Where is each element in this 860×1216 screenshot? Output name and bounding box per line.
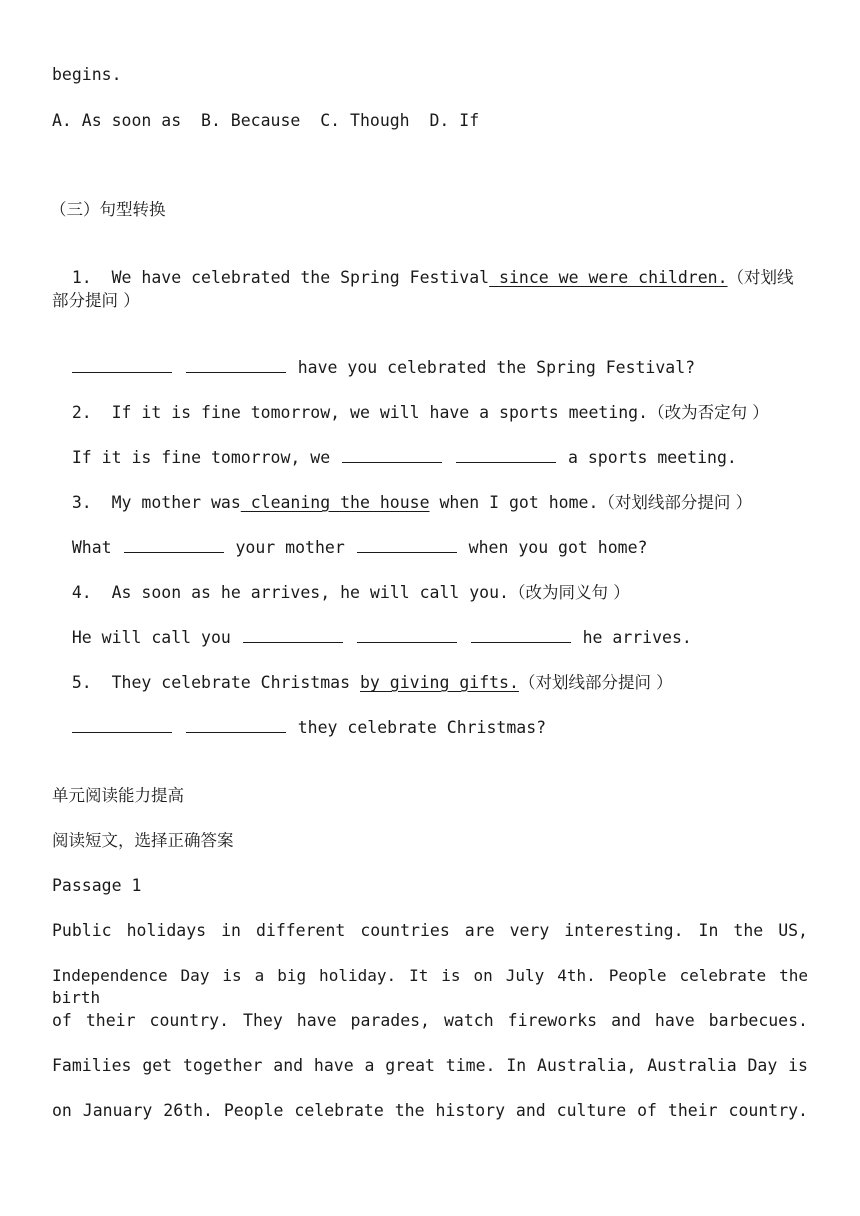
reading-subtitle: 阅读短文，选择正确答案 xyxy=(52,831,234,850)
passage-label: Passage 1 xyxy=(52,876,142,895)
answer-blank[interactable] xyxy=(124,538,224,553)
question-4 xyxy=(52,560,630,604)
q5-instruction: （对划线部分提问 ） xyxy=(518,673,673,692)
q4-number: 4. xyxy=(71,583,92,602)
answer-3-pre: What xyxy=(71,538,112,557)
answer-blank[interactable] xyxy=(357,538,457,553)
question-1-instruction-cont: 部分提问 ） xyxy=(52,291,140,310)
q4-instruction: （改为同义句 ） xyxy=(508,583,630,602)
q3-underlined: cleaning the house xyxy=(240,493,430,512)
question-3 xyxy=(52,470,752,514)
answer-4 xyxy=(52,605,692,649)
question-1 xyxy=(52,245,794,289)
answer-2-post: a sports meeting. xyxy=(567,448,737,467)
answer-4-pre: He will call you xyxy=(71,628,231,647)
passage-line: Families get together and have a great time. In Australia, Australia Day is xyxy=(52,1056,808,1075)
answer-blank[interactable] xyxy=(357,628,457,643)
q3-instruction: （对划线部分提问 ） xyxy=(598,493,753,512)
answer-blank[interactable] xyxy=(186,358,286,373)
q5-underlined: by giving gifts. xyxy=(359,673,519,692)
q3-text: My mother was xyxy=(111,493,241,512)
passage-line: of their country. They have parades, watch fireworks and have barbecues. xyxy=(52,1011,808,1030)
answer-blank[interactable] xyxy=(186,718,286,733)
answer-blank[interactable] xyxy=(72,718,172,733)
mcq-options: A. As soon as B. Because C. Though D. If xyxy=(52,111,480,130)
answer-3-mid: your mother xyxy=(235,538,345,557)
answer-3 xyxy=(52,515,647,559)
answer-blank[interactable] xyxy=(471,628,571,643)
q4-text: As soon as he arrives, he will call you. xyxy=(111,583,509,602)
passage-line: Public holidays in different countries are very interesting. In the US, xyxy=(52,921,808,940)
answer-blank[interactable] xyxy=(342,448,442,463)
passage-line: Independence Day is a big holiday. It is on July 4th. People celebrate the birth xyxy=(52,966,808,1007)
answer-5 xyxy=(52,695,546,739)
question-5 xyxy=(52,650,673,694)
q2-number: 2. xyxy=(71,403,92,422)
q5-number: 5. xyxy=(71,673,92,692)
q3-number: 3. xyxy=(71,493,92,512)
answer-blank[interactable] xyxy=(456,448,556,463)
q2-instruction: （改为否定句 ） xyxy=(648,403,769,422)
section-title: （三）句型转换 xyxy=(50,200,166,219)
q1-underlined: since we were children. xyxy=(489,268,728,287)
mcq-tail: begins. xyxy=(52,65,122,84)
passage-line: on January 26th. People celebrate the history and culture of their country. xyxy=(52,1101,808,1120)
question-2 xyxy=(52,380,769,424)
q3-text-post: when I got home. xyxy=(429,493,599,512)
answer-3-post: when you got home? xyxy=(468,538,648,557)
answer-5-text: they celebrate Christmas? xyxy=(297,718,547,737)
answer-2 xyxy=(52,425,737,469)
q2-text: If it is fine tomorrow, we will have a sports meeting. xyxy=(111,403,649,422)
answer-1 xyxy=(52,335,695,379)
q1-text: We have celebrated the Spring Festival xyxy=(111,268,490,287)
q1-instruction: （对划线 xyxy=(727,268,794,287)
reading-title: 单元阅读能力提高 xyxy=(52,786,184,805)
answer-2-pre: If it is fine tomorrow, we xyxy=(71,448,331,467)
q5-text: They celebrate Christmas xyxy=(111,673,360,692)
answer-blank[interactable] xyxy=(243,628,343,643)
q1-number: 1. xyxy=(71,268,92,287)
answer-1-text: have you celebrated the Spring Festival? xyxy=(297,358,696,377)
answer-blank[interactable] xyxy=(72,358,172,373)
answer-4-post: he arrives. xyxy=(582,628,692,647)
